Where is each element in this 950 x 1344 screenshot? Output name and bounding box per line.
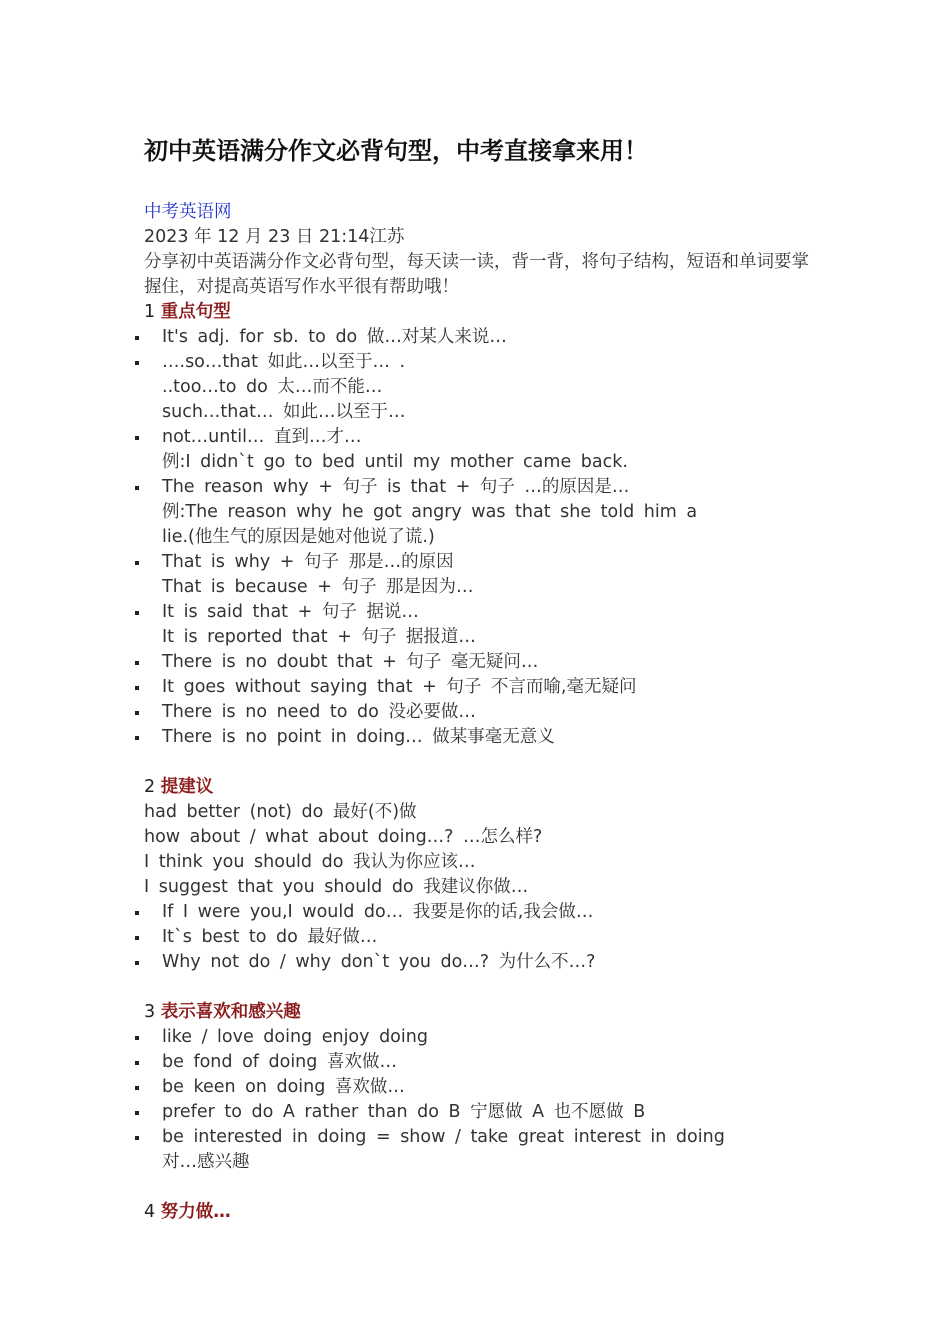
section-title: 表示喜欢和感兴趣	[160, 1002, 301, 1022]
bullet-icon	[135, 961, 139, 965]
list-item-continuation: It is reported that + 句子 据报道…	[162, 627, 476, 647]
section-heading-1	[144, 300, 824, 325]
section-number: 3	[144, 1002, 156, 1022]
list-item: prefer to do A rather than do B 宁愿做 A 也不愿做 B	[144, 1100, 824, 1125]
bullet-icon	[135, 711, 139, 715]
bullet-icon	[135, 911, 139, 915]
list-item: be keen on doing 喜欢做…	[144, 1075, 824, 1100]
plain-line: had better (not) do 最好(不)做	[144, 802, 417, 822]
intro-paragraph: 分享初中英语满分作文必背句型，每天读一读，背一背，将句子结构，短语和单词要掌握住，对提高英语写作水平很有帮助哦！	[144, 252, 809, 297]
list-item: not…until… 直到…才…	[144, 425, 824, 450]
bullet-icon	[135, 436, 139, 440]
bullet-icon	[135, 1036, 139, 1040]
bullet-icon	[135, 361, 139, 365]
section-title: 努力做…	[160, 1202, 231, 1222]
bullet-icon	[135, 1136, 139, 1140]
section-number: 1	[144, 302, 156, 322]
list-item: If I were you,I would do… 我要是你的话,我会做…	[144, 900, 824, 925]
example-line: lie.(他生气的原因是她对他说了谎.)	[162, 527, 435, 547]
section-title: 重点句型	[160, 302, 231, 322]
plain-line: I suggest that you should do 我建议你做…	[144, 877, 529, 897]
list-item: It is said that + 句子 据说…	[144, 600, 824, 625]
section-heading-2	[144, 775, 824, 800]
source-link[interactable]: 中考英语网	[144, 202, 232, 222]
plain-line: how about / what about doing…? …怎么样?	[144, 827, 543, 847]
example-line: 例:I didn`t go to bed until my mother came back.	[162, 452, 628, 472]
list-item: That is why + 句子 那是…的原因	[144, 550, 824, 575]
bullet-icon	[135, 686, 139, 690]
example-line: 例:The reason why he got angry was that she told him a	[162, 502, 698, 522]
list-item: like / love doing enjoy doing	[144, 1025, 824, 1050]
list-item: There is no doubt that + 句子 毫无疑问…	[144, 650, 824, 675]
section-heading-4	[144, 1200, 824, 1225]
article	[144, 128, 824, 1225]
list-item: be interested in doing = show / take great interest in doing	[144, 1125, 824, 1150]
list-item: be fond of doing 喜欢做…	[144, 1050, 824, 1075]
list-item: There is no point in doing… 做某事毫无意义	[144, 725, 824, 750]
section-heading-3	[144, 1000, 824, 1025]
list-item: It's adj. for sb. to do 做…对某人来说…	[144, 325, 824, 350]
plain-line: I think you should do 我认为你应该…	[144, 852, 476, 872]
section-number: 2	[144, 777, 156, 797]
list-item-continuation: 对…感兴趣	[162, 1152, 250, 1172]
list-item-continuation: ..too…to do 太…而不能…	[162, 377, 383, 397]
bullet-icon	[135, 936, 139, 940]
list-item: ….so…that 如此…以至于… .	[144, 350, 824, 375]
bullet-icon	[135, 661, 139, 665]
bullet-icon	[135, 611, 139, 615]
bullet-icon	[135, 1061, 139, 1065]
list-item-continuation: That is because + 句子 那是因为…	[162, 577, 474, 597]
bullet-icon	[135, 736, 139, 740]
section-number: 4	[144, 1202, 156, 1222]
bullet-icon	[135, 1086, 139, 1090]
list-item: It goes without saying that + 句子 不言而喻,毫无疑问	[144, 675, 824, 700]
bullet-icon	[135, 561, 139, 565]
article-title: 初中英语满分作文必背句型，中考直接拿来用！	[144, 137, 648, 165]
bullet-icon	[135, 486, 139, 490]
date-location: 2023 年 12 月 23 日 21:14江苏	[144, 227, 405, 247]
list-item: Why not do / why don`t you do…? 为什么不…?	[144, 950, 824, 975]
section-title: 提建议	[160, 777, 214, 797]
list-item: It`s best to do 最好做…	[144, 925, 824, 950]
list-item: There is no need to do 没必要做…	[144, 700, 824, 725]
list-item-continuation: such…that… 如此…以至于…	[162, 402, 406, 422]
list-item: The reason why + 句子 is that + 句子 …的原因是…	[144, 475, 824, 500]
bullet-icon	[135, 336, 139, 340]
bullet-icon	[135, 1111, 139, 1115]
